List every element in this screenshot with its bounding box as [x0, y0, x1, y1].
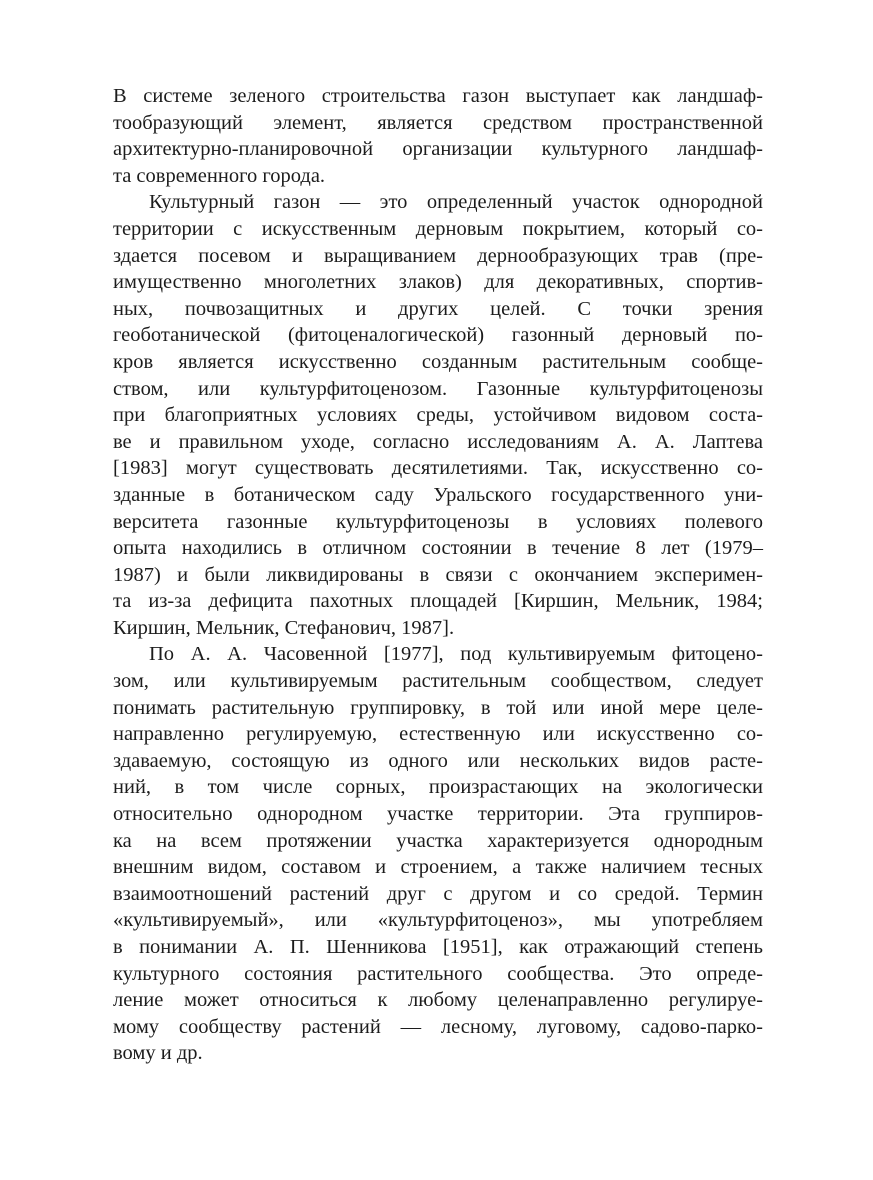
text-line: здаваемую, состоящую из одного или нескольких видов расте- — [113, 749, 763, 772]
document-body — [113, 83, 763, 1067]
paragraph-2 — [113, 189, 763, 641]
text-line: ний, в том числе сорных, произрастающих на экологически — [113, 776, 763, 799]
text-line: Культурный газон — это определенный участок однородной — [149, 191, 763, 214]
text-line: в понимании А. П. Шенникова [1951], как отражающий степень — [113, 936, 763, 958]
text-line: геоботанической (фитоценалогической) газонный дерновый по- — [113, 324, 763, 347]
text-line: кров является искусственно созданным растительным сообще- — [113, 350, 763, 373]
paragraph-3 — [113, 641, 763, 1067]
text-line: относительно однородном участке территории. Эта группиров- — [113, 803, 763, 826]
text-line: понимать растительную группировку, в той или иной мере целе- — [113, 696, 763, 719]
document-page — [113, 83, 763, 1067]
text-line: ством, или культурфитоценозом. Газонные культурфитоценозы — [113, 377, 763, 400]
text-line: та современного города. — [113, 164, 326, 187]
text-line: опыта находились в отличном состоянии в течение 8 лет (1979– — [113, 537, 763, 560]
text-line: В системе зеленого строительства газон выступает как ландшаф- — [113, 85, 763, 107]
text-line: здается посевом и выращиванием дернообразующих трав (пре- — [113, 244, 763, 267]
text-line: мому сообществу растений — лесному, луговому, садово-парко- — [113, 1015, 763, 1038]
text-line: вому и др. — [113, 1042, 203, 1065]
text-line: зом, или культивируемым растительным сообществом, следует — [113, 670, 763, 693]
text-line: взаимоотношений растений друг с другом и со средой. Термин — [113, 882, 763, 905]
text-line: имущественно многолетних злаков) для декоративных, спортив- — [113, 271, 763, 294]
text-line: ка на всем протяжении участка характеризуется однородным — [113, 829, 763, 852]
text-line: Киршин, Мельник, Стефанович, 1987]. — [113, 616, 455, 639]
text-line: территории с искусственным дерновым покрытием, который со- — [113, 217, 763, 240]
text-line: ве и правильном уходе, согласно исследованиям А. А. Лаптева — [113, 430, 763, 453]
text-line: культурного состояния растительного сообщества. Это опреде- — [113, 962, 763, 985]
text-line: направленно регулируемую, естественную или искусственно со- — [113, 723, 763, 746]
text-line: ление может относиться к любому целенаправленно регулируе- — [113, 989, 763, 1012]
text-line: при благоприятных условиях среды, устойчивом видовом соста- — [113, 404, 763, 427]
text-line: верситета газонные культурфитоценозы в условиях полевого — [113, 510, 763, 533]
text-line: «культивируемый», или «культурфитоценоз», мы употребляем — [113, 909, 763, 932]
text-line: зданные в ботаническом саду Уральского государственного уни- — [113, 483, 763, 506]
text-line: ных, почвозащитных и других целей. С точки зрения — [113, 297, 763, 320]
text-line: 1987) и были ликвидированы в связи с окончанием эксперимен- — [113, 563, 763, 586]
text-line: По А. А. Часовенной [1977], под культивируемым фитоцено- — [149, 643, 763, 666]
text-line: та из-за дефицита пахотных площадей [Киршин, Мельник, 1984; — [113, 590, 763, 613]
text-line: внешним видом, составом и строением, а также наличием тесных — [113, 856, 763, 879]
text-line: [1983] могут существовать десятилетиями. Так, искусственно со- — [113, 457, 763, 480]
text-line: тообразующий элемент, является средством пространственной — [113, 111, 763, 134]
paragraph-1 — [113, 83, 763, 189]
text-line: архитектурно-планировочной организации культурного ландшаф- — [113, 138, 763, 161]
